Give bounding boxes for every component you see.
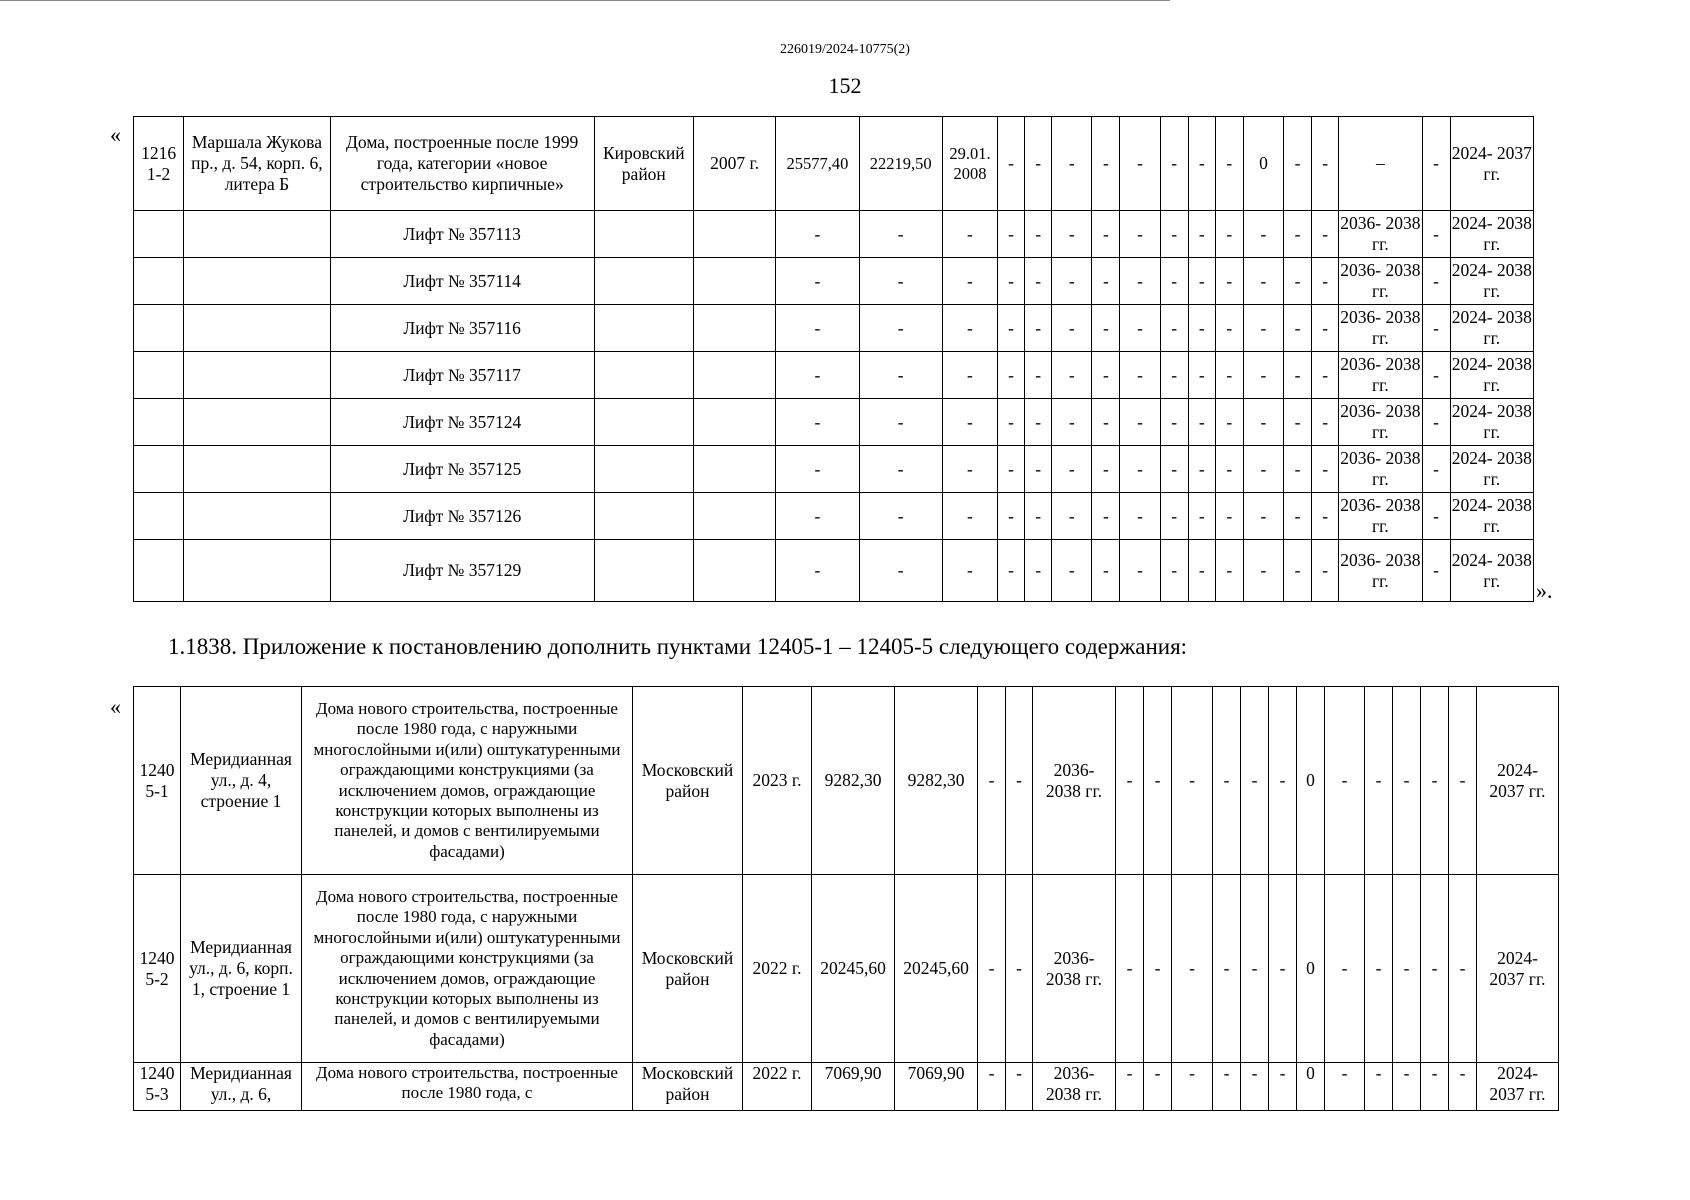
cell-dash: - <box>1269 1063 1297 1111</box>
cell-empty <box>134 446 184 493</box>
cell-dash: - <box>1449 1063 1477 1111</box>
cell-dash: - <box>776 493 859 540</box>
cell-period-1: 2036- 2038 гг. <box>1033 687 1116 875</box>
cell-dash: - <box>1120 352 1160 399</box>
cell-area-total: 9282,30 <box>812 687 895 875</box>
table-row-lift <box>134 211 1534 258</box>
cell-dash: - <box>1421 875 1449 1063</box>
cell-num: 1240 5-1 <box>134 687 181 875</box>
cell-dash: - <box>998 352 1025 399</box>
cell-dash: - <box>1160 493 1188 540</box>
cell-dash: - <box>1172 687 1213 875</box>
cell-period-1: 2036- 2038 гг. <box>1339 305 1422 352</box>
cell-period-1: 2036- 2038 гг. <box>1339 352 1422 399</box>
cell-dash: - <box>1052 352 1092 399</box>
cell-dash: - <box>942 493 997 540</box>
cell-dash: - <box>1025 352 1052 399</box>
cell-dash: - <box>1312 352 1339 399</box>
cell-dash: - <box>978 687 1006 875</box>
cell-district: Московский район <box>633 1063 743 1111</box>
cell-dash: - <box>1284 352 1312 399</box>
cell-dash: - <box>859 305 942 352</box>
cell-dash: - <box>1422 540 1450 602</box>
cell-dash: - <box>1422 211 1450 258</box>
cell-area-living: 20245,60 <box>895 875 978 1063</box>
cell-dash: - <box>1188 493 1215 540</box>
cell-dash: - <box>1422 117 1450 211</box>
page-number: 152 <box>828 73 862 98</box>
cell-empty <box>134 211 184 258</box>
cell-dash: - <box>1120 399 1160 446</box>
cell-dash: - <box>1116 875 1144 1063</box>
cell-dash: - <box>1025 446 1052 493</box>
cell-empty <box>693 258 775 305</box>
cell-dash: - <box>998 258 1025 305</box>
cell-empty <box>693 493 775 540</box>
cell-dash: - <box>1243 352 1283 399</box>
cell-dash: - <box>1284 117 1312 211</box>
cell-dash: - <box>1365 875 1393 1063</box>
cell-dash: - <box>998 493 1025 540</box>
cell-dash: - <box>1160 446 1188 493</box>
cell-zero: 0 <box>1297 1063 1325 1111</box>
cell-dash: - <box>1269 875 1297 1063</box>
cell-dash: - <box>1449 875 1477 1063</box>
cell-dash: - <box>1312 211 1339 258</box>
cell-empty <box>594 446 693 493</box>
cell-dash: - <box>776 305 859 352</box>
cell-dash: - <box>942 258 997 305</box>
cell-dash: - <box>1092 446 1120 493</box>
cell-dash: - <box>1092 211 1120 258</box>
cell-dash: - <box>1160 258 1188 305</box>
cell-dash: - <box>1284 493 1312 540</box>
paragraph-1838: 1.1838. Приложение к постановлению дополнить пунктами 12405-1 – 12405-5 следующего содержания: <box>168 634 1188 659</box>
cell-dash: - <box>776 446 859 493</box>
cell-dash: - <box>1120 117 1160 211</box>
cell-empty <box>594 211 693 258</box>
table-row-lift <box>134 305 1534 352</box>
cell-address: Маршала Жукова пр., д. 54, корп. 6, литера Б <box>184 117 331 211</box>
cell-period-2: 2024- 2037 гг. <box>1477 875 1559 1063</box>
cell-empty <box>594 399 693 446</box>
cell-dash: - <box>1120 211 1160 258</box>
cell-empty <box>594 352 693 399</box>
cell-dash: - <box>1422 446 1450 493</box>
cell-lift-name: Лифт № 357114 <box>330 258 594 305</box>
cell-dash: - <box>776 399 859 446</box>
cell-dash: - <box>1188 352 1215 399</box>
table-additions <box>133 686 1559 1111</box>
cell-dash: - <box>1393 875 1421 1063</box>
cell-dash: - <box>1284 540 1312 602</box>
scan-edge-line <box>0 0 1170 1</box>
cell-dash: - <box>1188 446 1215 493</box>
table-row <box>134 687 1559 875</box>
cell-empty <box>134 540 184 602</box>
cell-dash: - <box>1172 1063 1213 1111</box>
cell-dash: - <box>1092 493 1120 540</box>
cell-dash: - <box>1422 493 1450 540</box>
cell-dash: - <box>1422 399 1450 446</box>
cell-dash: - <box>1215 117 1243 211</box>
cell-dash: - <box>1116 687 1144 875</box>
cell-dash: - <box>998 305 1025 352</box>
cell-dash: - <box>1422 258 1450 305</box>
cell-dash: - <box>1120 258 1160 305</box>
cell-period-1: 2036- 2038 гг. <box>1033 1063 1116 1111</box>
cell-dash: - <box>942 352 997 399</box>
cell-dash: - <box>1188 117 1215 211</box>
cell-empty <box>134 258 184 305</box>
cell-dash: - <box>942 305 997 352</box>
cell-dash: - <box>1213 1063 1241 1111</box>
cell-year: 2023 г. <box>743 687 812 875</box>
cell-category: Дома нового строительства, построенные после 1980 года, с <box>302 1063 633 1111</box>
cell-category: Дома нового строительства, построенные после 1980 года, с наружными многослойными и(или) оштукатуренными ограждающими конструкциями (за исключением домов, ограждающие конструкции которых выполнены из панелей, и домов с вентилируемыми фасадами) <box>302 687 633 875</box>
cell-dash: - <box>998 211 1025 258</box>
cell-period-2: 2024- 2038 гг. <box>1450 399 1533 446</box>
cell-area-living: 7069,90 <box>895 1063 978 1111</box>
cell-dash: - <box>1092 258 1120 305</box>
cell-dash: - <box>998 540 1025 602</box>
cell-dash: - <box>1092 305 1120 352</box>
cell-dash: - <box>1215 540 1243 602</box>
cell-dash: - <box>1243 493 1283 540</box>
cell-dash: - <box>1215 493 1243 540</box>
cell-dash: - <box>1172 875 1213 1063</box>
cell-dash: - <box>1025 258 1052 305</box>
cell-dash: - <box>1421 687 1449 875</box>
cell-num: 1216 1-2 <box>134 117 184 211</box>
cell-dash: - <box>1325 875 1365 1063</box>
cell-empty <box>693 540 775 602</box>
cell-dash: - <box>1120 540 1160 602</box>
cell-lift-name: Лифт № 357126 <box>330 493 594 540</box>
cell-dash: - <box>1120 446 1160 493</box>
cell-dash: - <box>1325 687 1365 875</box>
cell-district: Московский район <box>633 687 743 875</box>
cell-dash: - <box>1243 211 1283 258</box>
cell-empty <box>184 540 331 602</box>
cell-empty <box>184 211 331 258</box>
cell-dash: - <box>1025 305 1052 352</box>
cell-lift-name: Лифт № 357117 <box>330 352 594 399</box>
cell-dash: - <box>859 493 942 540</box>
cell-dash: - <box>1243 399 1283 446</box>
cell-dash: - <box>1241 687 1269 875</box>
cell-dash: - <box>859 258 942 305</box>
cell-dash: - <box>1284 446 1312 493</box>
cell-area-living: 22219,50 <box>859 117 942 211</box>
cell-lift-name: Лифт № 357116 <box>330 305 594 352</box>
cell-dash: - <box>1144 687 1172 875</box>
cell-dash: - <box>1120 493 1160 540</box>
cell-dash: - <box>1092 540 1120 602</box>
cell-year: 2022 г. <box>743 1063 812 1111</box>
table-row-lift <box>134 540 1534 602</box>
cell-area-total: 20245,60 <box>812 875 895 1063</box>
cell-dash: - <box>776 258 859 305</box>
cell-dash: - <box>1052 305 1092 352</box>
cell-category: Дома нового строительства, построенные после 1980 года, с наружными многослойными и(или) оштукатуренными ограждающими конструкциями (за исключением домов, ограждающие конструкции которых выполнены из панелей, и домов с вентилируемыми фасадами) <box>302 875 633 1063</box>
cell-dash: - <box>1241 875 1269 1063</box>
cell-dash: - <box>1025 211 1052 258</box>
cell-dash: - <box>1243 258 1283 305</box>
cell-period-2: 2024- 2037 гг. <box>1477 687 1559 875</box>
cell-dash: - <box>1312 446 1339 493</box>
cell-period-1: 2036- 2038 гг. <box>1339 493 1422 540</box>
cell-dash: - <box>1312 117 1339 211</box>
cell-period-2: 2024- 2038 гг. <box>1450 352 1533 399</box>
cell-dash: - <box>1312 540 1339 602</box>
cell-zero: 0 <box>1297 875 1325 1063</box>
cell-empty <box>693 352 775 399</box>
cell-dash: - <box>1025 493 1052 540</box>
cell-address: Меридианная ул., д. 6, <box>181 1063 302 1111</box>
table-row-lift <box>134 399 1534 446</box>
cell-dash: - <box>1188 399 1215 446</box>
cell-dash: - <box>1422 305 1450 352</box>
cell-dash: - <box>1312 493 1339 540</box>
cell-dash: - <box>1312 399 1339 446</box>
table-row-lift <box>134 352 1534 399</box>
cell-lift-name: Лифт № 357113 <box>330 211 594 258</box>
cell-dash: - <box>859 540 942 602</box>
cell-dash: - <box>1213 687 1241 875</box>
cell-dash: - <box>1188 305 1215 352</box>
cell-dash: - <box>859 399 942 446</box>
cell-dash: - <box>942 211 997 258</box>
cell-dash: - <box>859 446 942 493</box>
cell-dash: - <box>776 352 859 399</box>
cell-empty <box>184 258 331 305</box>
cell-address: Меридианная ул., д. 6, корп. 1, строение 1 <box>181 875 302 1063</box>
cell-dash: - <box>1120 305 1160 352</box>
cell-lift-name: Лифт № 357129 <box>330 540 594 602</box>
cell-dash: - <box>1052 493 1092 540</box>
cell-empty <box>134 305 184 352</box>
cell-dash: - <box>1052 540 1092 602</box>
cell-dash: - <box>1160 540 1188 602</box>
cell-dash: - <box>1188 540 1215 602</box>
cell-category: Дома, построенные после 1999 года, категории «новое строительство кирпичные» <box>330 117 594 211</box>
cell-period-1: 2036- 2038 гг. <box>1339 399 1422 446</box>
cell-address: Меридианная ул., д. 4, строение 1 <box>181 687 302 875</box>
cell-dash: - <box>942 399 997 446</box>
cell-dash: - <box>1365 1063 1393 1111</box>
cell-dash: - <box>1144 875 1172 1063</box>
cell-dash: - <box>978 1063 1006 1111</box>
open-quote-1: « <box>110 122 121 147</box>
cell-year: 2007 г. <box>693 117 775 211</box>
cell-dash: - <box>1092 117 1120 211</box>
cell-dash: - <box>1243 305 1283 352</box>
cell-empty <box>594 305 693 352</box>
cell-period-1: 2036- 2038 гг. <box>1339 258 1422 305</box>
cell-empty <box>594 258 693 305</box>
cell-dash: - <box>1284 211 1312 258</box>
cell-lift-name: Лифт № 357124 <box>330 399 594 446</box>
table-row <box>134 875 1559 1063</box>
cell-dash: - <box>1052 446 1092 493</box>
cell-dash: - <box>1312 258 1339 305</box>
cell-period-2: 2024- 2038 гг. <box>1450 211 1533 258</box>
cell-num: 1240 5-2 <box>134 875 181 1063</box>
cell-dash: - <box>1393 1063 1421 1111</box>
cell-dash: - <box>1243 540 1283 602</box>
cell-empty <box>693 305 775 352</box>
cell-empty <box>184 446 331 493</box>
cell-dash: - <box>1188 211 1215 258</box>
cell-dash: - <box>1284 258 1312 305</box>
cell-dash: - <box>998 117 1025 211</box>
cell-num: 1240 5-3 <box>134 1063 181 1111</box>
cell-lift-name: Лифт № 357125 <box>330 446 594 493</box>
table-row-lift <box>134 446 1534 493</box>
cell-dash: - <box>1052 399 1092 446</box>
cell-dash: - <box>1092 352 1120 399</box>
cell-dash: - <box>1284 399 1312 446</box>
cell-period-1: 2036- 2038 гг. <box>1339 211 1422 258</box>
cell-period-2: 2024- 2038 гг. <box>1450 540 1533 602</box>
cell-dash: - <box>1052 258 1092 305</box>
cell-empty <box>134 352 184 399</box>
cell-dash: - <box>1284 305 1312 352</box>
cell-dash: - <box>1025 117 1052 211</box>
open-quote-2: « <box>110 694 121 719</box>
cell-period-1: 2036- 2038 гг. <box>1033 875 1116 1063</box>
cell-dash: - <box>1393 687 1421 875</box>
cell-dash: - <box>1215 211 1243 258</box>
table-row-lift <box>134 258 1534 305</box>
cell-empty <box>594 540 693 602</box>
cell-dash: - <box>1144 1063 1172 1111</box>
cell-empty <box>184 493 331 540</box>
cell-dash: - <box>1215 258 1243 305</box>
cell-area-living: 9282,30 <box>895 687 978 875</box>
cell-empty <box>134 399 184 446</box>
cell-dash: - <box>776 211 859 258</box>
cell-dash: - <box>1421 1063 1449 1111</box>
cell-period-2: 2024- 2038 гг. <box>1450 305 1533 352</box>
cell-dash: - <box>942 446 997 493</box>
table-row-main <box>134 117 1534 211</box>
cell-year: 2022 г. <box>743 875 812 1063</box>
cell-period-2: 2024- 2038 гг. <box>1450 493 1533 540</box>
cell-zero: 0 <box>1243 117 1283 211</box>
cell-dash: - <box>859 211 942 258</box>
cell-dash: - <box>1160 305 1188 352</box>
cell-dash: - <box>1006 1063 1033 1111</box>
cell-dash: - <box>1269 687 1297 875</box>
cell-dash: - <box>978 875 1006 1063</box>
cell-empty <box>693 211 775 258</box>
cell-dash: - <box>1188 258 1215 305</box>
cell-dash: - <box>1052 211 1092 258</box>
table-elevators <box>133 116 1534 602</box>
cell-dash: - <box>1241 1063 1269 1111</box>
cell-dash: - <box>1312 305 1339 352</box>
cell-empty <box>594 493 693 540</box>
cell-dash: - <box>1243 446 1283 493</box>
cell-dash: - <box>1160 117 1188 211</box>
table-row <box>134 1063 1559 1111</box>
cell-empty <box>693 399 775 446</box>
cell-empty <box>184 352 331 399</box>
cell-dash: - <box>1006 875 1033 1063</box>
cell-area-total: 7069,90 <box>812 1063 895 1111</box>
cell-period-2: 2024- 2038 гг. <box>1450 446 1533 493</box>
cell-zero: 0 <box>1297 687 1325 875</box>
cell-dash: - <box>776 540 859 602</box>
table-row-lift <box>134 493 1534 540</box>
cell-period-1: 2036- 2038 гг. <box>1339 540 1422 602</box>
cell-long-dash: – <box>1339 117 1422 211</box>
cell-date: 29.01. 2008 <box>942 117 997 211</box>
close-quote-1: ». <box>1536 578 1553 603</box>
cell-dash: - <box>1116 1063 1144 1111</box>
cell-dash: - <box>1052 117 1092 211</box>
cell-area-total: 25577,40 <box>776 117 859 211</box>
cell-empty <box>184 399 331 446</box>
cell-dash: - <box>1160 211 1188 258</box>
cell-dash: - <box>1449 687 1477 875</box>
document-id: 226019/2024-10775(2) <box>780 42 910 57</box>
cell-period-2: 2024- 2038 гг. <box>1450 258 1533 305</box>
cell-dash: - <box>998 446 1025 493</box>
cell-empty <box>693 446 775 493</box>
cell-dash: - <box>1215 352 1243 399</box>
cell-empty <box>134 493 184 540</box>
cell-dash: - <box>1006 687 1033 875</box>
cell-period-1: 2036- 2038 гг. <box>1339 446 1422 493</box>
cell-dash: - <box>998 399 1025 446</box>
cell-dash: - <box>1160 352 1188 399</box>
cell-dash: - <box>942 540 997 602</box>
cell-dash: - <box>1025 540 1052 602</box>
cell-dash: - <box>1215 399 1243 446</box>
cell-period: 2024- 2037 гг. <box>1450 117 1533 211</box>
cell-dash: - <box>1215 446 1243 493</box>
cell-dash: - <box>1325 1063 1365 1111</box>
cell-dash: - <box>1160 399 1188 446</box>
cell-period-2: 2024- 2037 гг. <box>1477 1063 1559 1111</box>
cell-dash: - <box>1025 399 1052 446</box>
cell-dash: - <box>1365 687 1393 875</box>
cell-dash: - <box>1422 352 1450 399</box>
cell-dash: - <box>1092 399 1120 446</box>
cell-dash: - <box>859 352 942 399</box>
cell-empty <box>184 305 331 352</box>
cell-district: Кировский район <box>594 117 693 211</box>
cell-district: Московский район <box>633 875 743 1063</box>
cell-dash: - <box>1215 305 1243 352</box>
cell-dash: - <box>1213 875 1241 1063</box>
